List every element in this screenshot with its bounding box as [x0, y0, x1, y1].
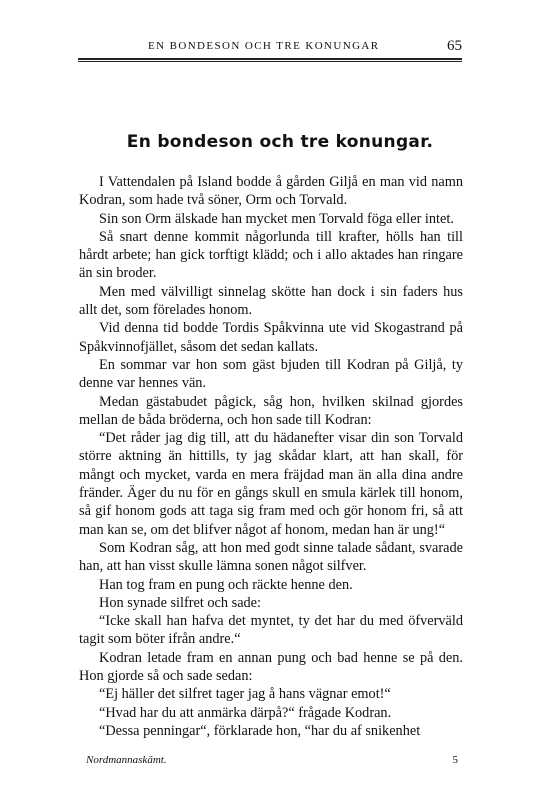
- paragraph: I Vattendalen på Island bodde å gården Giljå en man vid namn Kodran, som hade två söner, Orm och Torvald.: [79, 174, 463, 209]
- header-rule: [78, 58, 462, 62]
- paragraph: Medan gästabudet pågick, såg hon, hvilken skilnad gjordes mellan de båda bröderna, och hon sade till Kodran:: [79, 393, 463, 428]
- paragraph: Som Kodran såg, att hon med godt sinne talade sådant, svarade han, att han visst skulle lämna sonen något silfver.: [79, 539, 463, 575]
- paragraph: Vid denna tid bodde Tordis Spåkvinna ute vid Skogastrand på Spåkvinnofjället, såsom det sedan kallats.: [79, 320, 463, 355]
- chapter-title: En bondeson och tre konungar.: [126, 132, 434, 152]
- paragraph: “Icke skall han hafva det myntet, ty det har du med öfverväld tagit som böter ifrån andre.“: [79, 613, 463, 648]
- footer: [86, 754, 458, 770]
- paragraph: “Det råder jag dig till, att du hädanefter visar din son Torvald större aktning än hittills, ty jag skådar klart, att han skall, för mångt och mycket, varda en mera fräjdad man än alla dina andre fränder. Äger du nu för en gångs skull en smula kärlek till honom, så gif honom gods att taga sig fram med och gör honom fri, så att man kan se, om det blifver något af honom, medan han är ung!“: [79, 430, 463, 538]
- paragraph: Han tog fram en pung och räckte henne den.: [99, 576, 353, 593]
- paragraph: Kodran letade fram en annan pung och bad henne se på den. Hon gjorde så och sade sedan:: [79, 649, 463, 685]
- signature-number: 5: [452, 754, 458, 766]
- paragraph: Hon synade silfret och sade:: [99, 594, 262, 611]
- body-text: [79, 173, 463, 740]
- page-number: 65: [447, 38, 462, 54]
- running-title: EN BONDESON OCH TRE KONUNGAR: [148, 40, 380, 52]
- signature-mark: Nordmannaskämt.: [86, 754, 167, 766]
- paragraph: Så snart denne kommit någorlunda till krafter, hölls han till hårdt arbete; han gick torftigt klädd; och i allo aktades han ringare än sin broder.: [79, 228, 463, 282]
- paragraph: Men med välvilligt sinnelag skötte han dock i sin faders hus allt det, som förelades honom.: [79, 283, 463, 319]
- paragraph: “Dessa penningar“, förklarade hon, “har du af snikenhet: [99, 722, 421, 739]
- paragraph: “Hvad har du att anmärka därpå?“ frågade Kodran.: [99, 704, 392, 721]
- running-head: [78, 38, 462, 58]
- paragraph: En sommar var hon som gäst bjuden till Kodran på Giljå, ty denne var hennes vän.: [79, 356, 463, 392]
- paragraph: “Ej häller det silfret tager jag å hans vägnar emot!“: [99, 686, 391, 703]
- paragraph: Sin son Orm älskade han mycket men Torvald föga eller intet.: [99, 210, 454, 227]
